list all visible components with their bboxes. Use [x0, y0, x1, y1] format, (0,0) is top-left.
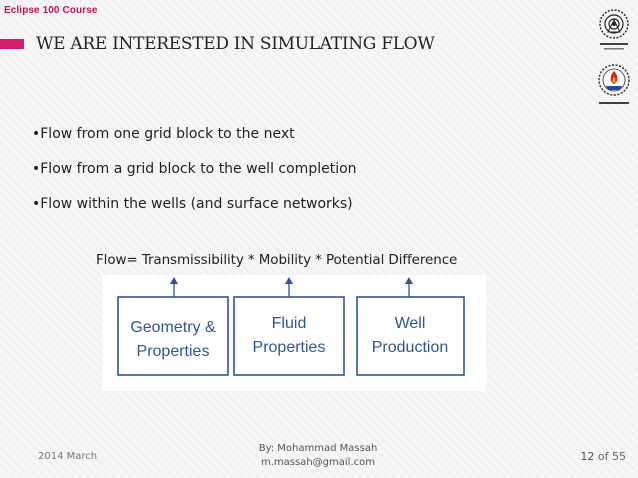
box-label: Properties: [252, 339, 326, 356]
footer-date: 2014 March: [38, 451, 98, 462]
flow-factors-diagram: [102, 275, 486, 391]
bullet-list: [32, 124, 357, 229]
title-accent-bar: [0, 39, 24, 49]
page-total: of 55: [597, 450, 626, 463]
bullet-item: •Flow within the wells (and surface networks): [32, 196, 353, 212]
course-label: Eclipse 100 Course: [4, 5, 98, 16]
page-current: 12: [580, 450, 595, 463]
bullet-item: •Flow from a grid block to the well completion: [32, 161, 357, 177]
author-name: By: Mohammad Massah: [258, 443, 378, 454]
slide-title: WE ARE INTERESTED IN SIMULATING FLOW: [36, 34, 435, 54]
box-label: Geometry &: [130, 319, 216, 336]
geometry-box: [118, 297, 228, 375]
box-label: Properties: [136, 343, 210, 360]
university-logo: [594, 6, 634, 58]
box-label: Well: [394, 315, 426, 332]
faculty-logo: [594, 60, 634, 114]
box-label: Fluid: [271, 315, 307, 332]
well-box: [357, 297, 464, 375]
footer-author: [258, 442, 378, 470]
bullet-item: •Flow from one grid block to the next: [32, 126, 295, 142]
page-number: [580, 450, 626, 463]
fluid-box: [234, 297, 344, 375]
flow-formula: Flow= Transmissibility * Mobility * Potential Difference: [96, 252, 458, 268]
box-label: Production: [371, 339, 449, 356]
author-email: m.massah@gmail.com: [261, 457, 375, 468]
